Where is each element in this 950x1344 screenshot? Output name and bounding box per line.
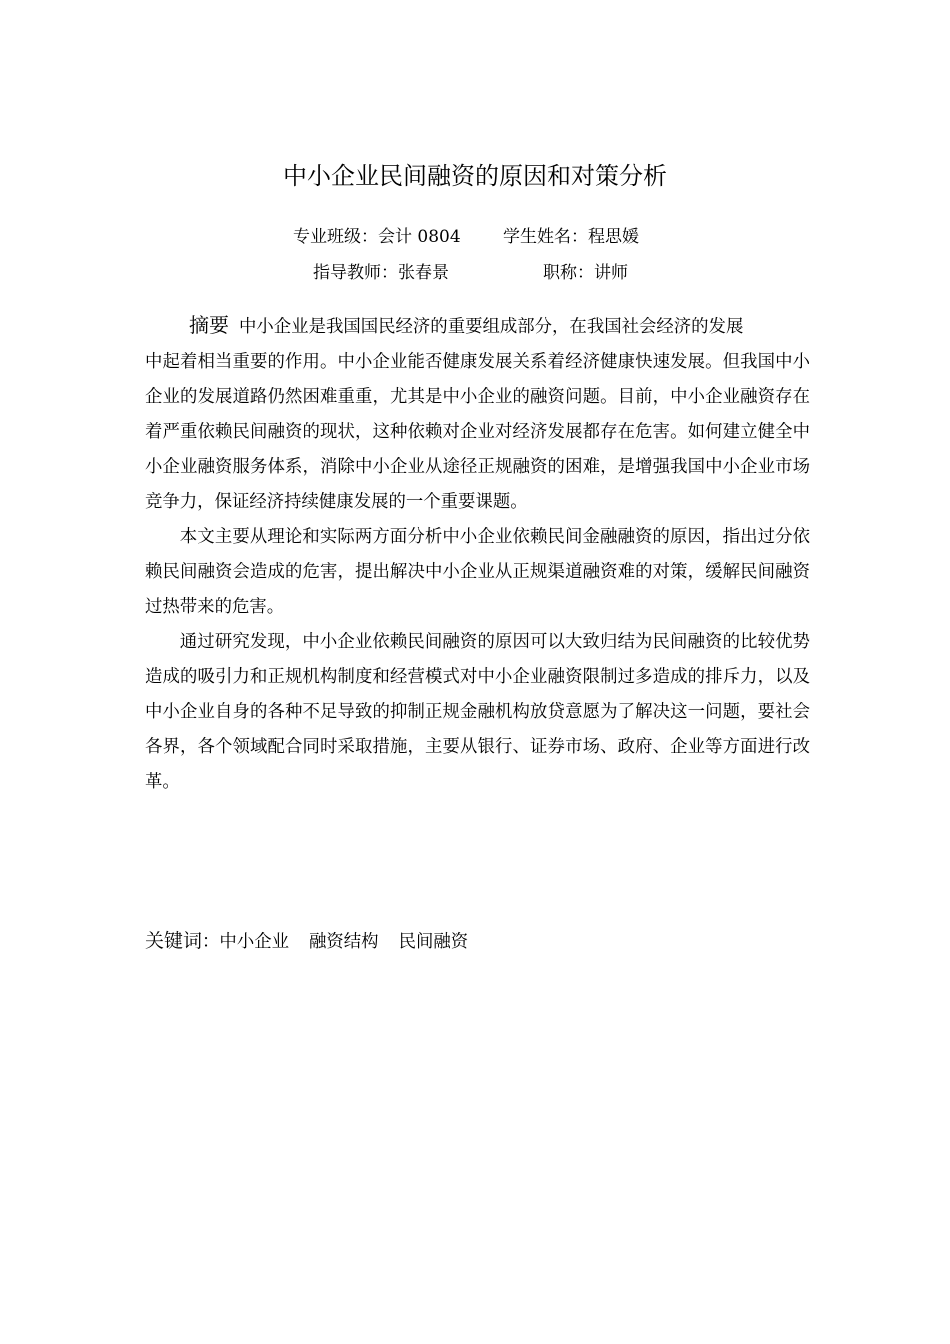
abstract-section — [145, 305, 810, 800]
student-value: 程思媛 — [588, 227, 639, 247]
keyword-item: 中小企业 — [219, 932, 289, 952]
keyword-item: 融资结构 — [309, 932, 379, 952]
keywords-line — [145, 926, 488, 957]
rank-value: 讲师 — [594, 263, 628, 283]
rank-line — [543, 261, 628, 285]
rank-label: 职称： — [543, 263, 594, 283]
abstract-label: 摘要 — [189, 313, 229, 337]
student-name-line — [503, 225, 639, 249]
document-title: 中小企业民间融资的原因和对策分析 — [283, 162, 667, 190]
abstract-paragraph-2: 本文主要从理论和实际两方面分析中小企业依赖民间金融融资的原因，指出过分依赖民间融资会造成的危害，提出解决中小企业从正规渠道融资难的对策，缓解民间融资过热带来的危害。 — [145, 527, 810, 617]
class-value: 会计 0804 — [378, 227, 461, 247]
class-student-line — [293, 225, 461, 249]
abstract-paragraph-3: 通过研究发现，中小企业依赖民间融资的原因可以大致归结为民间融资的比较优势造成的吸引力和正规机构制度和经营模式对中小企业融资限制过多造成的排斥力，以及中小企业自身的各种不足导致的抑制正规金融机构放贷意愿为了解决这一问题，要社会各界，各个领域配合同时采取措施，主要从银行、证券市场、政府、企业等方面进行改革。 — [145, 632, 810, 792]
abstract-paragraph-1: 中起着相当重要的作用。中小企业能否健康发展关系着经济健康快速发展。但我国中小企业的发展道路仍然困难重重，尤其是中小企业的融资问题。目前，中小企业融资存在着严重依赖民间融资的现状，这种依赖对企业对经济发展都存在危害。如何建立健全中小企业融资服务体系，消除中小企业从途径正规融资的困难，是增强我国中小企业市场竞争力，保证经济持续健康发展的一个重要课题。 — [145, 352, 810, 512]
student-label: 学生姓名： — [503, 227, 588, 247]
keywords-colon: ： — [202, 932, 220, 952]
class-label: 专业班级： — [293, 227, 378, 247]
advisor-label: 指导教师： — [313, 263, 398, 283]
keyword-item: 民间融资 — [398, 932, 469, 952]
abstract-first-line-text: 中小企业是我国国民经济的重要组成部分，在我国社会经济的发展 — [239, 317, 744, 337]
abstract-first-line — [145, 305, 810, 345]
advisor-line — [313, 261, 449, 285]
keywords-label: 关键词 — [145, 930, 203, 952]
advisor-value: 张春景 — [398, 263, 449, 283]
